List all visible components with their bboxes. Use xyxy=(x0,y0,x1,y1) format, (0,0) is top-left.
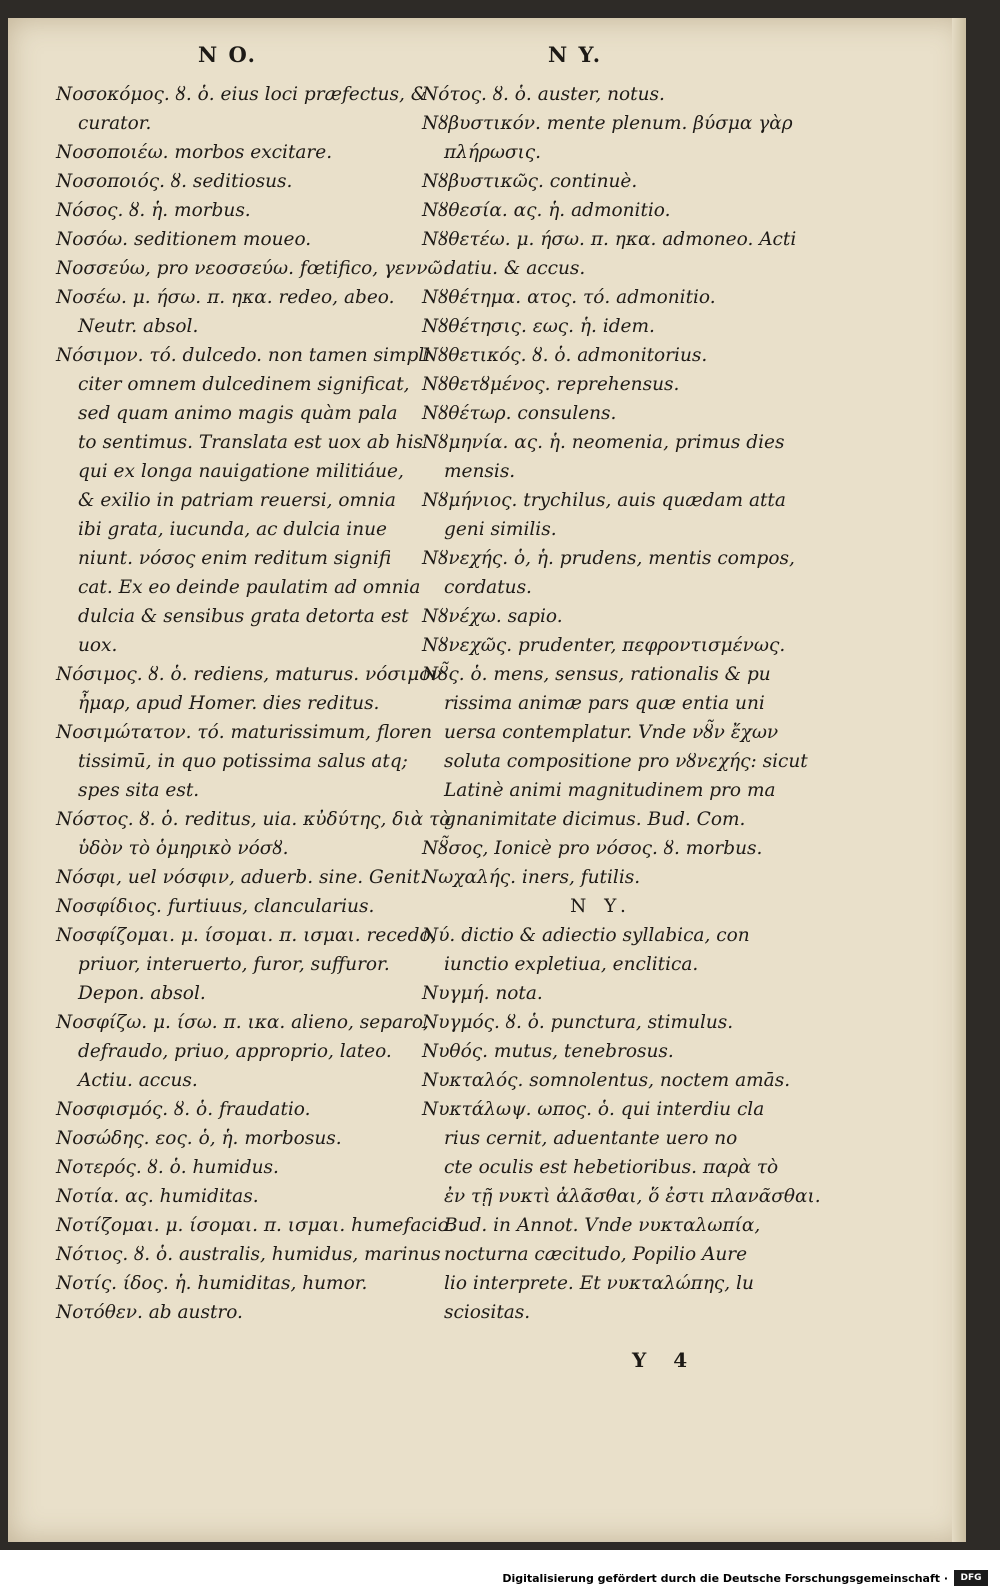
entry-line: Νȣθεσία. ας. ἡ. admonitio. xyxy=(422,200,671,221)
entry-line: gnanimitate dicimus. Bud. Com. xyxy=(444,809,746,830)
entry-line: to sentimus. Translata est uox ab his xyxy=(78,432,423,453)
entry-line: Νȣμηνία. ας. ἡ. neomenia, primus dies xyxy=(422,432,785,453)
entry-line: soluta compositione pro νȣνεχής: sicut xyxy=(444,751,808,772)
entry-line: rius cernit, aduentante uero no xyxy=(444,1128,738,1149)
entry-line: ὑδὸν τὸ ὁμηρικὸ νόσȣ. xyxy=(78,838,289,859)
entry-line: Νοσφισμός. ȣ. ὁ. fraudatio. xyxy=(56,1099,311,1120)
entry-line: Νȣθετέω. μ. ήσω. π. ηκα. admoneo. Acti xyxy=(422,229,797,250)
entry-line: Νοσφίδιος. furtiuus, clancularius. xyxy=(56,896,375,917)
left-column xyxy=(56,80,455,1327)
entry-line: ἦμαρ, apud Homer. dies reditus. xyxy=(78,693,380,714)
entry-line: Νυκταλός. somnolentus, noctem amās. xyxy=(422,1070,791,1091)
entry-line: Νυγμή. nota. xyxy=(422,983,543,1004)
entry-line: Νόσιμος. ȣ. ὁ. rediens, maturus. νόσιμον xyxy=(56,664,442,685)
entry-line: Νοσφίζω. μ. ίσω. π. ικα. alieno, separo, xyxy=(56,1012,429,1033)
running-head-left: N O. xyxy=(198,42,257,67)
entry-line: Bud. in Annot. Vnde νυκταλωπία, xyxy=(444,1215,761,1236)
entry-line: citer omnem dulcedinem significat, xyxy=(78,374,410,395)
entry-line: Νύ. dictio & adiectio syllabica, con xyxy=(422,925,750,946)
entry-line: Νοτόθεν. ab austro. xyxy=(56,1302,243,1323)
entry-line: mensis. xyxy=(444,461,516,482)
entry-line: sciositas. xyxy=(444,1302,531,1323)
footer-credit: Digitalisierung gefördert durch die Deutsche Forschungsgemeinschaft · xyxy=(502,1572,948,1585)
entry-line: Νȣθέτημα. ατος. τό. admonitio. xyxy=(422,287,716,308)
entry-line: Depon. absol. xyxy=(78,983,206,1004)
entry-line: uersa contemplatur. Vnde νȣ̃ν ἔχων xyxy=(444,722,779,743)
entry-line: Νοσοποιός. ȣ. seditiosus. xyxy=(56,171,293,192)
entry-line: Νοτίς. ίδος. ἡ. humiditas, humor. xyxy=(56,1273,368,1294)
entry-line: Νοτερός. ȣ. ὁ. humidus. xyxy=(56,1157,279,1178)
entry-line: Νυγμός. ȣ. ὁ. punctura, stimulus. xyxy=(422,1012,734,1033)
entry-line: Νȣθετȣμένος. reprehensus. xyxy=(422,374,680,395)
entry-line: tissimū, in quo potissima salus atq; xyxy=(78,751,408,772)
entry-line: Νυκτάλωψ. ωπος. ὁ. qui interdiu cla xyxy=(422,1099,765,1120)
footer-bar xyxy=(0,1550,1000,1592)
entry-line: Νȣνεχῶς. prudenter, πεφροντισμένως. xyxy=(422,635,786,656)
entry-line: Νȣθέτησις. εως. ἡ. idem. xyxy=(422,316,655,337)
entry-line: Νȣνεχής. ὁ, ἡ. prudens, mentis compos, xyxy=(422,548,795,569)
entry-line: uox. xyxy=(78,635,118,656)
entry-line: niunt. νόσος enim reditum signifi xyxy=(78,548,392,569)
entry-line: cat. Ex eo deinde paulatim ad omnia xyxy=(78,577,421,598)
entry-line: Νόσος. ȣ. ἡ. morbus. xyxy=(56,200,251,221)
entry-line: iunctio expletiua, enclitica. xyxy=(444,954,699,975)
entry-line: Νοσέω. μ. ήσω. π. ηκα. redeo, abeo. xyxy=(56,287,395,308)
entry-line: & exilio in patriam reuersi, omnia xyxy=(78,490,396,511)
entry-line: Νυθός. mutus, tenebrosus. xyxy=(422,1041,674,1062)
section-heading: N Y. xyxy=(570,896,632,917)
entry-line: Νόσιμον. τό. dulcedo. non tamen simpli xyxy=(56,345,431,366)
entry-line: sed quam animo magis quàm pala xyxy=(78,403,398,424)
entry-line: Νȣβυστικῶς. continuè. xyxy=(422,171,638,192)
entry-line: Νοτία. ας. humiditas. xyxy=(56,1186,259,1207)
page-edge xyxy=(952,18,966,1542)
entry-line: ibi grata, iucunda, ac dulcia inue xyxy=(78,519,387,540)
entry-line: curator. xyxy=(78,113,152,134)
entry-line: Νότιος. ȣ. ὁ. australis, humidus, marinus xyxy=(56,1244,441,1265)
entry-line: Νοσσεύω, pro νεοσσεύω. fœtifico, γεννῶ. xyxy=(56,258,449,279)
dfg-logo-icon: DFG xyxy=(954,1570,988,1586)
running-head-right: N Y. xyxy=(548,42,603,67)
entry-line: Νοσώδης. εος. ὁ, ἡ. morbosus. xyxy=(56,1128,342,1149)
entry-line: Latinè animi magnitudinem pro ma xyxy=(444,780,776,801)
entry-line: Νȣνέχω. sapio. xyxy=(422,606,563,627)
entry-line: Actiu. accus. xyxy=(78,1070,198,1091)
entry-line: geni similis. xyxy=(444,519,557,540)
entry-line: ἐν τῇ νυκτὶ ἀλᾶσθαι, ὅ ἐστι πλανᾶσθαι. xyxy=(444,1186,821,1207)
entry-line: Νόσφι, uel νόσφιν, aduerb. sine. Genit. xyxy=(56,867,426,888)
entry-line: Νοσόω. seditionem moueo. xyxy=(56,229,312,250)
entry-line: Νȣθέτωρ. consulens. xyxy=(422,403,617,424)
entry-line: Νωχαλής. iners, futilis. xyxy=(422,867,641,888)
entry-line: Νοσιμώτατον. τό. maturissimum, floren xyxy=(56,722,433,743)
entry-line: Νȣμήνιος. trychilus, auis quædam atta xyxy=(422,490,786,511)
entry-line: spes sita est. xyxy=(78,780,200,801)
entry-line: rissima animæ pars quæ entia uni xyxy=(444,693,765,714)
entry-line: dulcia & sensibus grata detorta est xyxy=(78,606,409,627)
entry-line: nocturna cæcitudo, Popilio Aure xyxy=(444,1244,748,1265)
entry-line: Νȣ̃ς. ὁ. mens, sensus, rationalis & pu xyxy=(422,664,771,685)
entry-line: Νοσοκόμος. ȣ. ὁ. eius loci præfectus, & xyxy=(56,84,428,105)
entry-line: Νοσοποιέω. morbos excitare. xyxy=(56,142,333,163)
entry-line: qui ex longa nauigatione militiáue, xyxy=(78,461,404,482)
right-column xyxy=(422,80,821,1327)
entry-line: cordatus. xyxy=(444,577,532,598)
entry-line: Νοτίζομαι. μ. ίσομαι. π. ισμαι. humefacio. xyxy=(56,1215,455,1236)
entry-line: datiu. & accus. xyxy=(444,258,586,279)
entry-line: Νότος. ȣ. ὁ. auster, notus. xyxy=(422,84,665,105)
entry-line: cte oculis est hebetioribus. παρὰ τὸ xyxy=(444,1157,779,1178)
entry-line: Neutr. absol. xyxy=(78,316,199,337)
entry-line: πλήρωσις. xyxy=(444,142,542,163)
entry-line: Νȣβυστικόν. mente plenum. βύσμα γὰρ xyxy=(422,113,793,134)
entry-line: Νȣ̃σος, Ionicè pro νόσος. ȣ. morbus. xyxy=(422,838,763,859)
entry-line: Νόστος. ȣ. ὁ. reditus, uia. κὐδύτης, διὰ τὸ xyxy=(56,809,451,830)
entry-line: Νȣθετικός. ȣ. ὁ. admonitorius. xyxy=(422,345,708,366)
entry-line: Νοσφίζομαι. μ. ίσομαι. π. ισμαι. recedo, xyxy=(56,925,437,946)
signature-mark: Y 4 xyxy=(632,1348,698,1372)
entry-line: lio interprete. Et νυκταλώπης, lu xyxy=(444,1273,754,1294)
entry-line: defraudo, priuo, approprio, lateo. xyxy=(78,1041,392,1062)
entry-line: priuor, interuerto, furor, suffuror. xyxy=(78,954,390,975)
